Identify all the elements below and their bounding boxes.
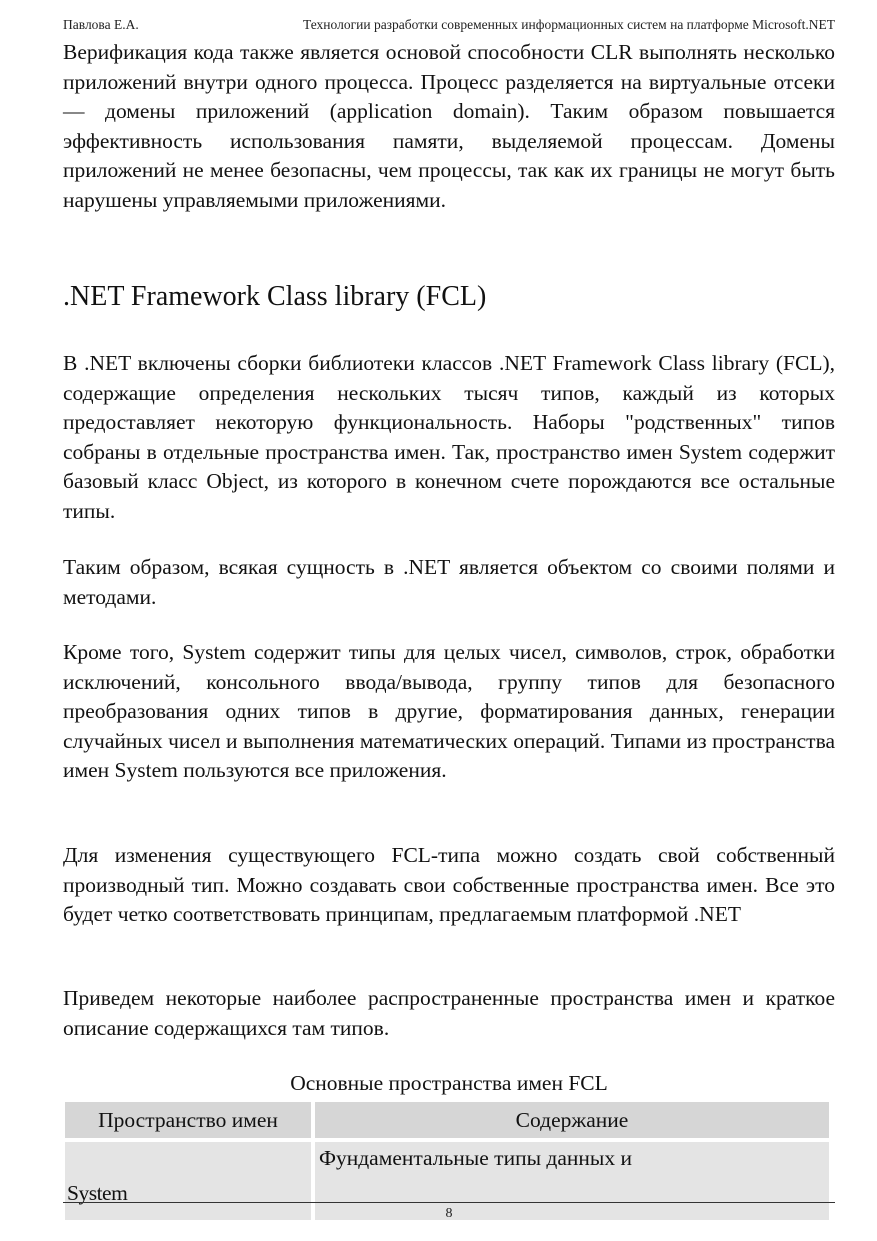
body-paragraph: В .NET включены сборки библиотеки классов .NET Framework Class library (FCL), содержащие определения нескольких тысяч типов, каждый из которых предоставляет некоторую функциональность. Наборы "родственных" типов собраны в отдельные пространства имен. Так, пространство имен System содержит базовый класс Object, из которого в конечном счете порождаются все остальные типы. bbox=[63, 351, 835, 523]
body-paragraph: Для изменения существующего FCL-типа можно создать свой собственный производный тип. Можно создавать свои собственные пространства имен. Все это будет четко соответствовать принципам, предлагаемым платформой .NET bbox=[63, 843, 835, 927]
intro-paragraph: Верификация кода также является основой способности CLR выполнять несколько приложений внутри одного процесса. Процесс разделяется на виртуальные отсеки — домены приложений (application domain). Таким образом повышается эффективность использования памяти, выделяемой процессам. Домены приложений не менее безопасны, чем процессы, так как их границы не могут быть нарушены управляемыми приложениями. bbox=[63, 40, 835, 212]
table-caption: Основные пространства имен FCL bbox=[290, 1071, 608, 1095]
page-number: 8 bbox=[445, 1206, 453, 1221]
body-paragraph: Кроме того, System содержит типы для целых чисел, символов, строк, обработки исключений, консольного ввода/вывода, группу типов для безопасного преобразования одних типов в другие, форматирования данных, генерации случайных чисел и выполнения математических операций. Типами из пространства имен System пользуются все приложения. bbox=[63, 640, 835, 783]
running-header bbox=[63, 17, 835, 37]
header-author: Павлова Е.А. bbox=[63, 17, 139, 32]
footer-divider bbox=[63, 1202, 835, 1203]
column-header-namespace: Пространство имен bbox=[65, 1102, 311, 1138]
header-course-title: Технологии разработки современных информационных систем на платформе Microsoft.NET bbox=[303, 17, 835, 32]
section-title: .NET Framework Class library (FCL) bbox=[63, 281, 487, 312]
table-header-row bbox=[65, 1102, 829, 1138]
body-paragraph: Таким образом, всякая сущность в .NET является объектом со своими полями и методами. bbox=[63, 555, 835, 609]
namespace-cell: System bbox=[65, 1142, 311, 1220]
column-header-contents: Содержание bbox=[315, 1102, 829, 1138]
body-paragraph: Приведем некоторые наиболее распространенные пространства имен и краткое описание содержащихся там типов. bbox=[63, 986, 835, 1040]
description-cell: Фундаментальные типы данных и bbox=[315, 1142, 829, 1220]
